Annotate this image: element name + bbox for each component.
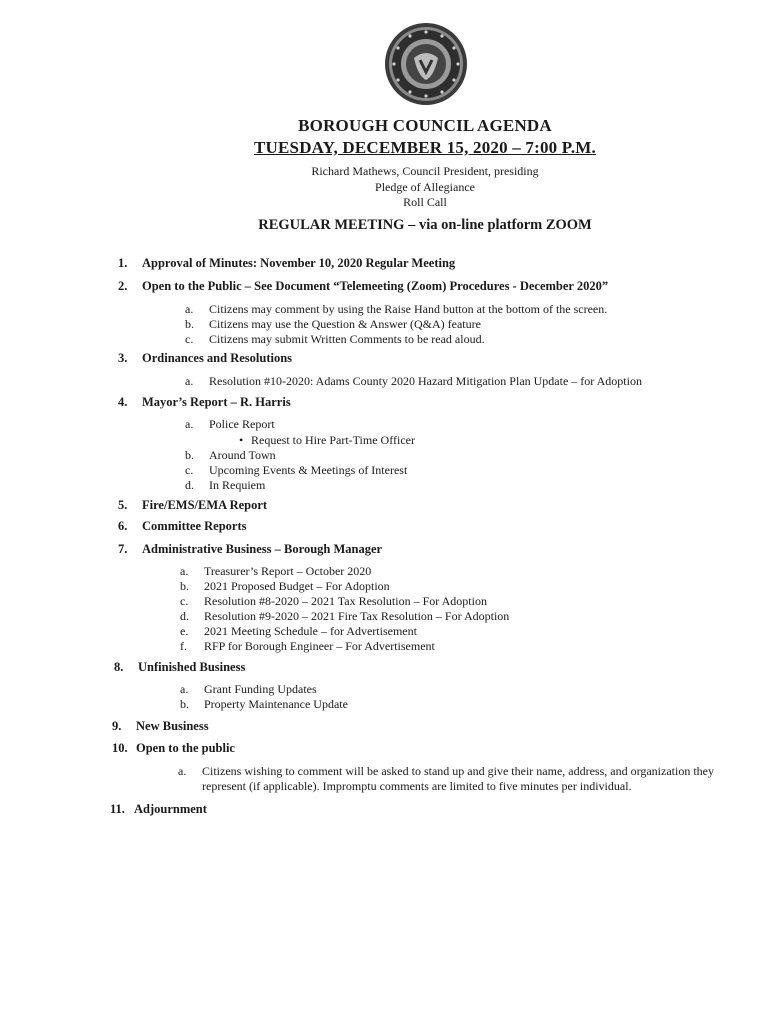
item-label: New Business (136, 719, 209, 733)
agenda-title: BOROUGH COUNCIL AGENDA (298, 116, 552, 135)
item-label: Ordinances and Resolutions (142, 351, 293, 365)
item-number: 7. (118, 542, 128, 556)
item-number: 8. (114, 660, 124, 674)
item-label: Fire/EMS/EMA Report (142, 498, 268, 512)
pledge-line: Pledge of Allegiance (375, 180, 475, 194)
item-number: 2. (118, 279, 128, 293)
item-label: Mayor’s Report – R. Harris (142, 395, 291, 409)
item-number: 5. (118, 498, 128, 512)
item-number: 3. (118, 351, 128, 365)
meeting-type: REGULAR MEETING – via on-line platform ZOOM (258, 217, 592, 233)
item-number: 6. (118, 519, 128, 533)
item-number: 1. (118, 256, 128, 270)
bullet-icon: • (239, 433, 244, 447)
item-label: Committee Reports (142, 519, 247, 533)
item-label: Approval of Minutes: November 10, 2020 Regular Meeting (142, 256, 456, 270)
item-label: Open to the public (136, 741, 235, 755)
presiding-line: Richard Mathews, Council President, presiding (311, 164, 539, 178)
item-number: 10. (112, 741, 128, 755)
item-label: Adjournment (134, 802, 207, 816)
borough-seal-icon (384, 22, 468, 106)
roll-call-line: Roll Call (403, 195, 447, 209)
item-number: 11. (110, 802, 125, 816)
agenda-page: BOROUGH COUNCIL AGENDA TUESDAY, DECEMBER 15, 2020 – 7:00 P.M. Richard Mathews, Council President, presiding Pledge of Allegiance Roll Call REGULAR MEETING – via on-line platform ZOOM 1. Approval of Minutes: November 10, 2020 Regular Meeting 2. Open to the Public – See Document “Telemeeting (Zoom) Procedures - December 2020” a. Citizens may comment by using the Raise Hand button at the bottom of the screen. b. Citizens may use the Question & Answer (Q&A) feature c. Citizens may submit Written Comments to be read aloud. 3. Ordinances and Resolutions a. Resolution #10-2020: Adams County 2020 Hazard Mitigation Plan Update – for Adoption 4. Mayor’s Report – R. Harris a. Police Report • Request to Hire Part-Time Officer b. Around Town c. Upcoming Events & Meetings of Interest d. In Requiem 5. Fire/EMS/EMA Report 6. Committee Reports 7. Administrative Business – Borough Manager a. Treasurer’s Report – October 2020 b. 2021 Proposed Budget – For Adoption c. Resolution #8-2020 – 2021 Tax Resolution – For Adoption d. Resolution #9-2020 – 2021 Fire Tax Resolution – For Adoption e. 2021 Meeting Schedule – for Advertisement f. RFP for Borough Engineer – For Advertisement 8. Unfinished Business a. Grant Funding Updates b. Property Maintenance Update 9. New Business 10. Open to the public a. Citizens wishing to comment will be asked to stand up and give their name, address, and organization they represent (if applicable). Impromptu comments are limited to five minutes per individual. 11. Adjournment (0, 0, 770, 1024)
item-label: Open to the Public – See Document “Telemeeting (Zoom) Procedures - December 2020” (142, 279, 609, 293)
item-label: Unfinished Business (138, 660, 246, 674)
item-number: 9. (112, 719, 122, 733)
item-label: Administrative Business – Borough Manager (142, 542, 383, 556)
item-number: 4. (118, 395, 128, 409)
meeting-date: TUESDAY, DECEMBER 15, 2020 – 7:00 P.M. (254, 138, 596, 157)
